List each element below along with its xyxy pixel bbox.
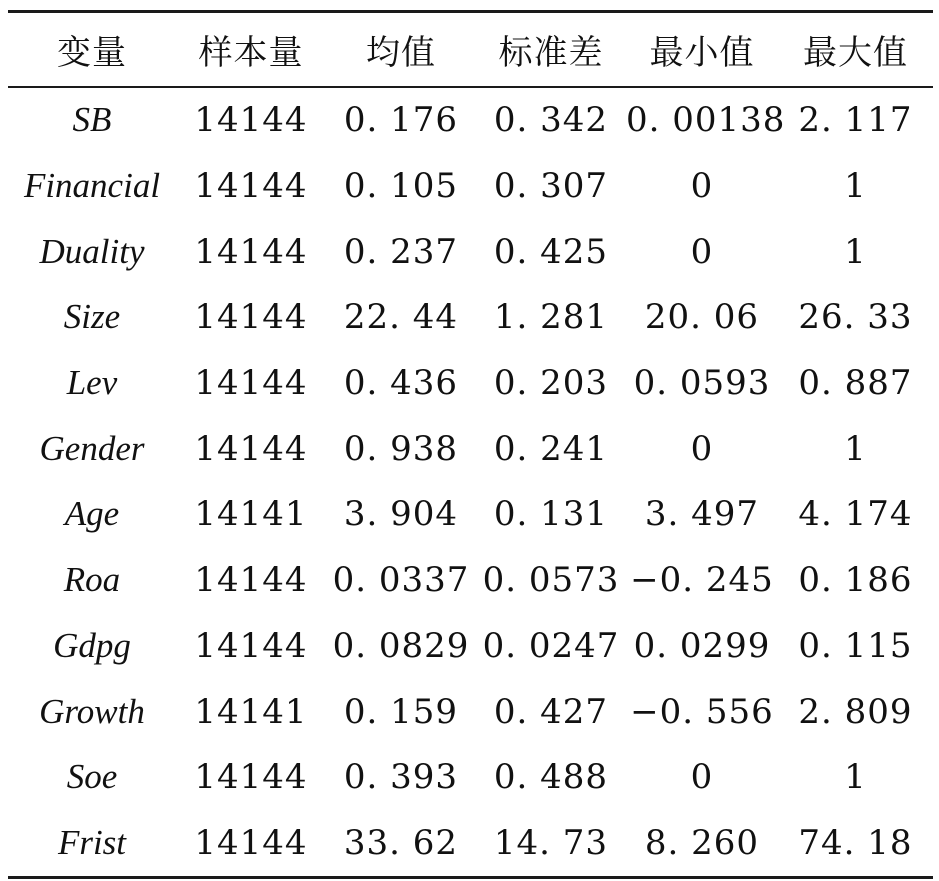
std-dev-cell: 0. 427 [493, 691, 609, 732]
variable-cell: Gender [39, 428, 145, 468]
std-dev-cell: 0. 342 [493, 100, 609, 141]
min-cell: 0 [690, 166, 714, 207]
sample-size-cell: 14144 [194, 822, 308, 863]
table-row [8, 88, 933, 154]
table-row [8, 810, 933, 876]
sample-size-cell: 14144 [194, 166, 308, 207]
min-cell: 8. 260 [644, 822, 760, 863]
table-row [8, 744, 933, 810]
table-row [8, 613, 933, 679]
mean-cell: 0. 0337 [332, 560, 470, 601]
std-dev-cell: 0. 131 [493, 494, 609, 535]
sample-size-cell: 14141 [194, 494, 308, 535]
sample-size-cell: 14144 [194, 757, 308, 798]
max-cell: 74. 18 [798, 822, 913, 863]
min-cell: 20. 06 [644, 297, 760, 338]
descriptive-stats-table [8, 10, 933, 879]
stats-table-body [8, 88, 933, 876]
max-cell: 2. 117 [798, 100, 913, 141]
mean-cell: 0. 436 [343, 363, 459, 404]
mean-cell: 0. 938 [343, 428, 459, 469]
stats-table [8, 13, 933, 86]
max-cell: 1 [844, 428, 867, 469]
min-cell: 0 [690, 428, 714, 469]
variable-cell: Soe [66, 757, 118, 797]
sample-size-cell: 14144 [194, 297, 308, 338]
min-cell: 3. 497 [644, 494, 760, 535]
mean-cell: 33. 62 [343, 822, 459, 863]
table-row [8, 153, 933, 219]
header-mean: 均值 [366, 33, 436, 73]
header-max: 最大值 [803, 33, 908, 73]
max-cell: 2. 809 [798, 691, 913, 732]
mean-cell: 0. 237 [343, 231, 459, 272]
max-cell: 0. 115 [798, 625, 913, 666]
variable-cell: Lev [66, 363, 118, 403]
variable-cell: Frist [57, 822, 127, 862]
sample-size-cell: 14141 [194, 691, 308, 732]
std-dev-cell: 0. 0247 [482, 625, 620, 666]
min-cell: 0. 0593 [633, 363, 771, 404]
sample-size-cell: 14144 [194, 560, 308, 601]
header-row [8, 13, 933, 86]
std-dev-cell: 0. 0573 [482, 560, 620, 601]
table-row [8, 547, 933, 613]
std-dev-cell: 14. 73 [493, 822, 609, 863]
min-cell: −0. 245 [630, 560, 774, 601]
table-row [8, 482, 933, 548]
min-cell: 0. 00138 [626, 100, 786, 141]
sample-size-cell: 14144 [194, 231, 308, 272]
std-dev-cell: 0. 488 [493, 757, 609, 798]
variable-cell: Roa [63, 560, 121, 600]
min-cell: 0. 0299 [633, 625, 771, 666]
table-row [8, 416, 933, 482]
header-std-dev: 标准差 [498, 33, 604, 73]
sample-size-cell: 14144 [194, 100, 308, 141]
header-sample-size: 样本量 [198, 33, 304, 73]
max-cell: 0. 887 [798, 363, 913, 404]
max-cell: 1 [844, 166, 867, 207]
header-min: 最小值 [649, 33, 755, 73]
mean-cell: 3. 904 [343, 494, 459, 535]
variable-cell: Gdpg [53, 625, 131, 665]
max-cell: 0. 186 [798, 560, 913, 601]
sample-size-cell: 14144 [194, 428, 308, 469]
variable-cell: Duality [39, 231, 145, 271]
max-cell: 26. 33 [798, 297, 913, 338]
mean-cell: 0. 159 [343, 691, 459, 732]
table-row [8, 350, 933, 416]
mean-cell: 0. 0829 [332, 625, 470, 666]
min-cell: −0. 556 [630, 691, 774, 732]
variable-cell: Financial [23, 166, 161, 206]
mean-cell: 0. 393 [343, 757, 459, 798]
max-cell: 4. 174 [798, 494, 913, 535]
table-row [8, 219, 933, 285]
std-dev-cell: 0. 203 [493, 363, 609, 404]
mean-cell: 0. 105 [343, 166, 459, 207]
table-row [8, 679, 933, 745]
bottom-rule [8, 876, 933, 879]
sample-size-cell: 14144 [194, 625, 308, 666]
table-row [8, 285, 933, 351]
max-cell: 1 [844, 757, 867, 798]
min-cell: 0 [690, 757, 714, 798]
max-cell: 1 [844, 231, 867, 272]
variable-cell: SB [72, 100, 112, 140]
min-cell: 0 [690, 231, 714, 272]
std-dev-cell: 0. 307 [493, 166, 609, 207]
sample-size-cell: 14144 [194, 363, 308, 404]
std-dev-cell: 0. 425 [493, 231, 609, 272]
variable-cell: Size [63, 297, 121, 337]
std-dev-cell: 0. 241 [493, 428, 609, 469]
variable-cell: Age [64, 494, 120, 534]
mean-cell: 0. 176 [343, 100, 459, 141]
header-variable: 变量 [57, 33, 127, 73]
mean-cell: 22. 44 [343, 297, 459, 338]
variable-cell: Growth [39, 691, 145, 731]
std-dev-cell: 1. 281 [493, 297, 609, 338]
